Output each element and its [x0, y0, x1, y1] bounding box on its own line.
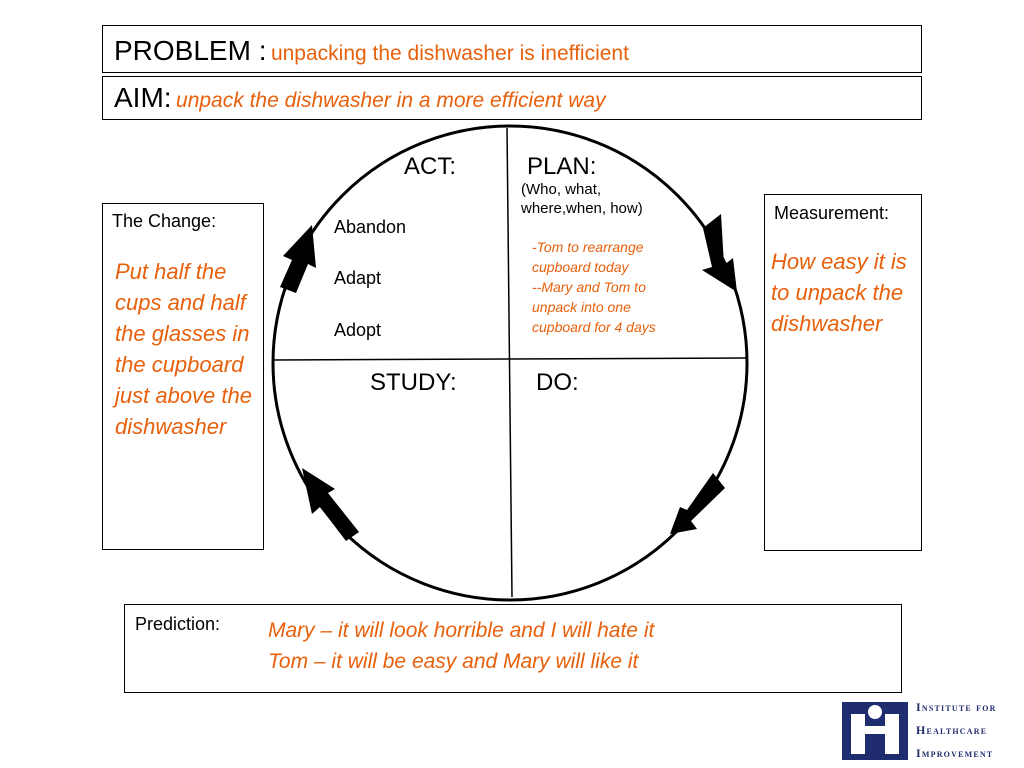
measurement-title: Measurement: — [774, 203, 890, 223]
study-title: STUDY: — [370, 369, 457, 396]
plan-title: PLAN: — [527, 153, 597, 180]
plan-detail-line: unpack into one — [532, 299, 631, 315]
do-title: DO: — [536, 369, 579, 396]
prediction-box — [124, 604, 902, 693]
change-title: The Change: — [112, 211, 217, 231]
prediction-line-mary: Mary – it will look horrible and I will hate it — [268, 619, 655, 642]
arrow-up-left-icon — [302, 468, 359, 541]
plan-detail-line: cupboard today — [532, 259, 629, 275]
cycle-horizontal-divider — [274, 358, 748, 360]
change-text: Put half the cups and half the glasses in the cupboard just above the dishwasher — [115, 259, 252, 439]
prediction-lines — [268, 615, 654, 677]
plan-subtitle-line-1: (Who, what, — [521, 181, 602, 198]
aim-text: unpack the dishwasher in a more efficient way — [176, 89, 606, 112]
arrow-up-right-icon — [280, 225, 316, 293]
ihi-logo — [842, 698, 1020, 764]
plan-detail-line: -Tom to rearrange — [532, 239, 644, 255]
logo-line-3: Improvement — [916, 746, 994, 760]
act-item-abandon: Abandon — [334, 217, 407, 237]
problem-label: PROBLEM : — [114, 35, 267, 66]
prediction-title: Prediction: — [135, 614, 221, 634]
logo-line-2: Healthcare — [916, 723, 988, 737]
arrow-down-left-icon — [670, 473, 725, 534]
act-title: ACT: — [404, 153, 457, 180]
plan-detail-line: --Mary and Tom to — [532, 279, 646, 295]
arrow-down-right-icon — [702, 214, 737, 292]
problem-text: unpacking the dishwasher is inefficient — [270, 42, 629, 65]
cycle-vertical-divider — [507, 128, 512, 597]
act-item-adopt: Adopt — [334, 320, 382, 340]
logo-line-1: Institute for — [916, 700, 997, 714]
act-item-adapt: Adapt — [334, 268, 382, 288]
aim-label: AIM: — [114, 82, 172, 113]
plan-subtitle-line-2: where,when, how) — [521, 200, 643, 217]
ihi-logo-mark-icon — [842, 698, 908, 764]
plan-detail-line: cupboard for 4 days — [532, 319, 656, 335]
prediction-line-tom: Tom – it will be easy and Mary will like it — [268, 650, 639, 673]
measurement-text: How easy it is to unpack the dishwasher — [771, 249, 907, 336]
plan-details — [532, 237, 656, 337]
